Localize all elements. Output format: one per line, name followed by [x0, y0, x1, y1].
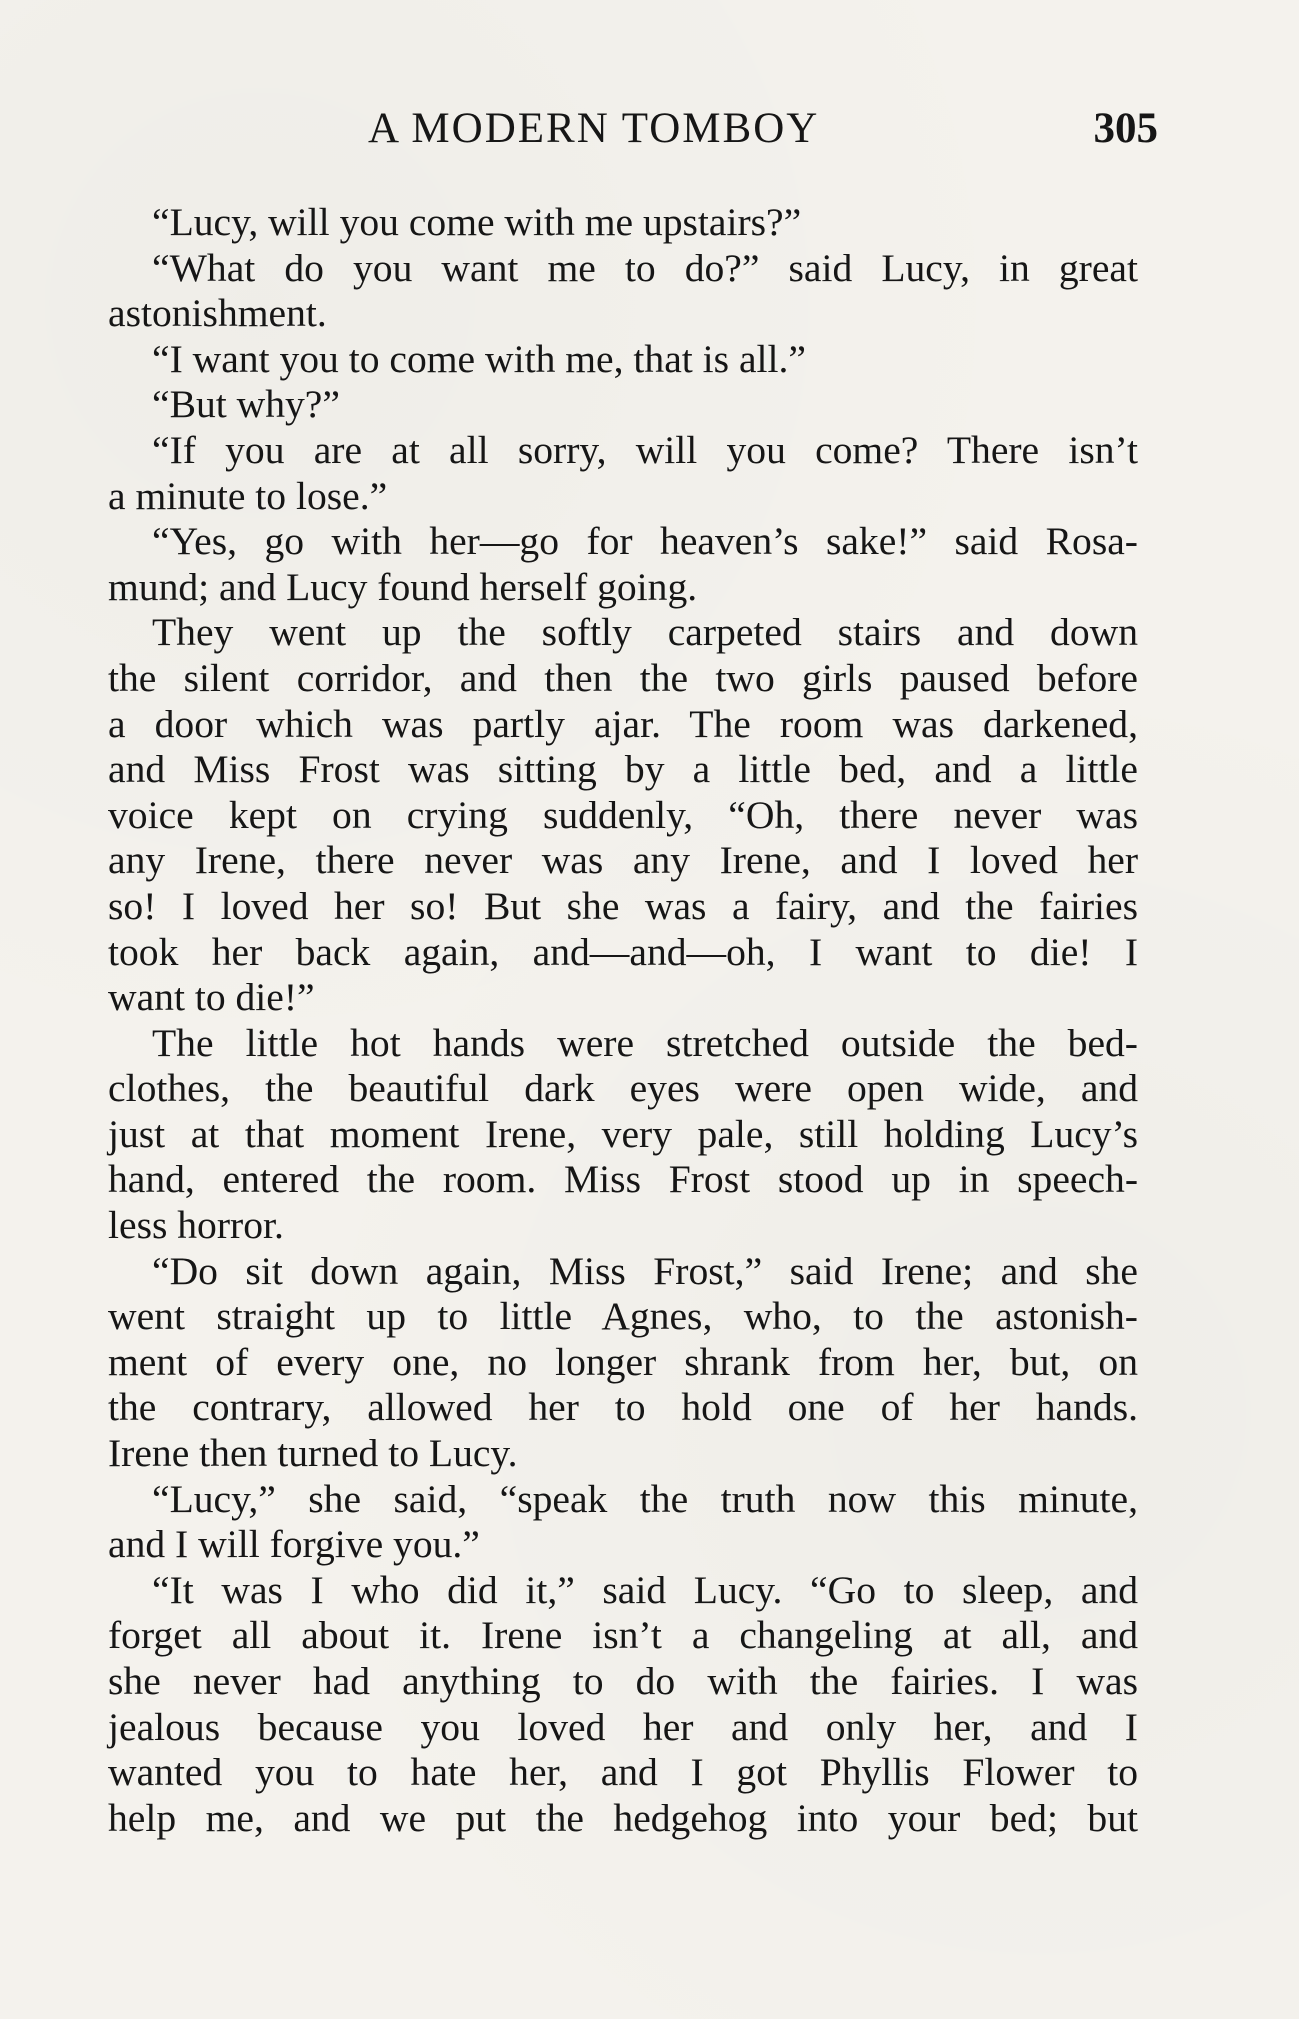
text-line: a door which was partly ajar. The room was darkened,	[108, 701, 1138, 746]
text-line: wanted you to hate her, and I got Phyllis Flower to	[108, 1750, 1138, 1795]
text-line: so! I loved her so! But she was a fairy, and the fairies	[108, 883, 1138, 928]
text-line: “Lucy,” she said, “speak the truth now this minute,	[152, 1476, 1138, 1521]
text-line: any Irene, there never was any Irene, and I loved her	[108, 838, 1138, 883]
text-line: the contrary, allowed her to hold one of her hands.	[108, 1385, 1138, 1430]
text-line: hand, entered the room. Miss Frost stood up in speech-	[108, 1157, 1138, 1202]
text-line: “Lucy, will you come with me upstairs?”	[152, 200, 802, 244]
text-line: clothes, the beautiful dark eyes were open wide, and	[108, 1066, 1138, 1111]
text-line: the silent corridor, and then the two girls paused before	[108, 655, 1138, 700]
text-line: and Miss Frost was sitting by a little bed, and a little	[108, 747, 1138, 792]
text-line: The little hot hands were stretched outside the bed-	[152, 1020, 1138, 1065]
text-line: “If you are at all sorry, will you come? There isn’t	[152, 427, 1138, 472]
text-line: want to die!”	[108, 975, 315, 1020]
text-line: a minute to lose.”	[108, 473, 388, 518]
body-text	[108, 200, 1138, 1841]
text-line: went straight up to little Agnes, who, to the astonish-	[108, 1294, 1138, 1339]
text-line: she never had anything to do with the fairies. I was	[108, 1659, 1138, 1703]
text-line: “What do you want me to do?” said Lucy, in great	[152, 245, 1138, 290]
text-line: and I will forgive you.”	[108, 1522, 480, 1567]
text-line: took her back again, and—and—oh, I want to die! I	[108, 929, 1138, 974]
text-line: “Do sit down again, Miss Frost,” said Irene; and she	[152, 1248, 1138, 1293]
running-title: A MODERN TOMBOY	[368, 105, 820, 152]
text-line: astonishment.	[108, 291, 327, 336]
page-header	[108, 104, 1158, 164]
text-line: jealous because you loved her and only her, and I	[108, 1704, 1138, 1749]
text-line: less horror.	[108, 1203, 284, 1248]
text-line: Irene then turned to Lucy.	[108, 1431, 518, 1476]
text-line: They went up the softly carpeted stairs and down	[152, 610, 1138, 655]
text-line: help me, and we put the hedgehog into your bed; but	[108, 1795, 1138, 1840]
text-line: “It was I who did it,” said Lucy. “Go to sleep, and	[152, 1567, 1138, 1612]
text-line: “I want you to come with me, that is all.”	[152, 336, 806, 381]
text-line: “Yes, go with her—go for heaven’s sake!” said Rosa-	[152, 519, 1138, 564]
text-line: voice kept on crying suddenly, “Oh, there never was	[108, 792, 1138, 837]
text-line: just at that moment Irene, very pale, still holding Lucy’s	[108, 1111, 1138, 1156]
page-number: 305	[1093, 105, 1158, 152]
text-line: mund; and Lucy found herself going.	[108, 564, 698, 609]
text-line: ment of every one, no longer shrank from her, but, on	[108, 1339, 1138, 1384]
text-line: forget all about it. Irene isn’t a changeling at all, and	[108, 1613, 1138, 1658]
text-line: “But why?”	[152, 382, 340, 427]
